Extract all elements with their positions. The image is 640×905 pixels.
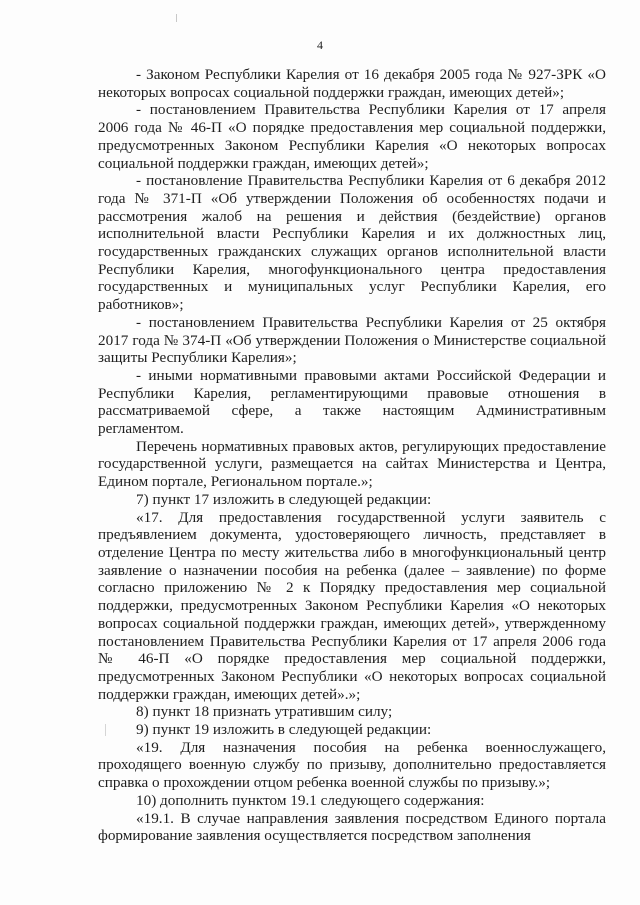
paragraph-item-8: 8) пункт 18 признать утратившим силу;: [136, 703, 393, 721]
paragraph-law-927: - Законом Республики Карелия от 16 декабря 2005 года № 927-ЗРК «О некоторых вопросах социальной поддержки граждан, имеющих детей»;: [98, 66, 606, 101]
paragraph-resolution-374p: - постановлением Правительства Республики Карелия от 25 октября 2017 года № 374-П «Об утверждении Положения о Министерстве социальной защиты Республики Карелия»;: [98, 313, 606, 367]
page-number: 4: [317, 38, 323, 52]
document-body: [98, 66, 606, 845]
paragraph-clause-17: «17. Для предоставления государственной услуги заявитель с предъявлением документа, удостоверяющего личность, представляет в отделение Центра по месту жительства либо в многофункциональный центр заявление о назначении пособия на ребенка (далее – заявление) по форме согласно приложению № 2 к Порядку предоставления мер социальной поддержки, предусмотренных Законом Республики Карелия «О некоторых вопросах социальной поддержки граждан, имеющих детей», утвержденному постановлением Правительства Республики Карелия от 17 апреля 2006 года № 46-П «О порядке предоставления мер социальной поддержки, предусмотренных Законом Республики «О некоторых вопросах социальной поддержки граждан, имеющих детей».»;: [98, 508, 606, 703]
paragraph-item-7: 7) пункт 17 изложить в следующей редакции:: [136, 490, 432, 508]
paragraph-other-acts: - иными нормативными правовыми актами Российской Федерации и Республики Карелия, регламентирующими правовые отношения в рассматриваемой сфере, а также настоящим Административным регламентом.: [98, 366, 606, 438]
paragraph-clause-19: «19. Для назначения пособия на ребенка военнослужащего, проходящего военную службу по призыву, дополнительно предоставляется справка о прохождении отцом ребенка военной службы по призыву.»;: [98, 738, 606, 792]
paragraph-resolution-371p: - постановление Правительства Республики Карелия от 6 декабря 2012 года № 371-П «Об утверждении Положения об особенностях подачи и рассмотрения жалоб на решения и действия (бездействие) органов исполнительной власти Республики Карелия и их должностных лиц, государственных гражданских служащих органов исполнительной власти Республики Карелия, многофункционального центра предоставления государственных и муниципальных услуг Республики Карелия, его работников»;: [98, 172, 606, 314]
paragraph-acts-list: Перечень нормативных правовых актов, регулирующих предоставление государственной услуги, размещается на сайтах Министерства и Центра, Едином портале, Региональном портале.»;: [98, 437, 606, 491]
paragraph-item-10: 10) дополнить пунктом 19.1 следующего содержания:: [136, 791, 485, 809]
paragraph-item-9: 9) пункт 19 изложить в следующей редакции:: [136, 721, 432, 739]
scan-artifact: [176, 14, 177, 22]
paragraph-resolution-46p: - постановлением Правительства Республики Карелия от 17 апреля 2006 года № 46-П «О порядке предоставления мер социальной поддержки, предусмотренных Законом Республики Карелия «О некоторых вопросах социальной поддержки граждан, имеющих детей»;: [98, 101, 606, 172]
paragraph-clause-19-1: «19.1. В случае направления заявления посредством Единого портала формирование заявления осуществляется посредством заполнения: [98, 809, 606, 845]
